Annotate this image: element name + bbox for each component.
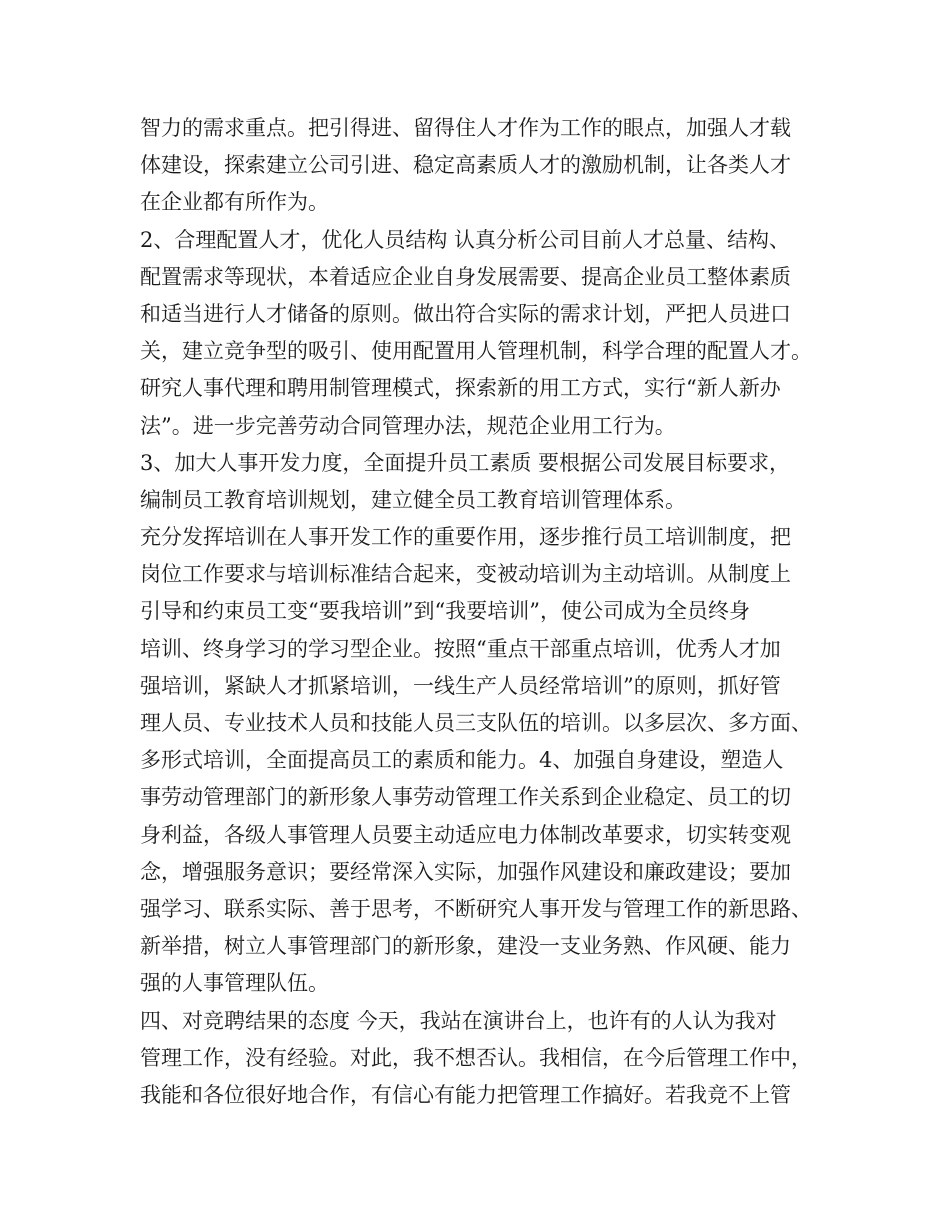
text-line: 在企业都有所作为。 [140,190,329,215]
text-line: 管理工作，没有经验。对此，我不想否认。我相信，在今后管理工作中， [140,1045,812,1070]
text-line: 事劳动管理部门的新形象人事劳动管理工作关系到企业稳定、员工的切 [140,785,791,810]
text-line: 研究人事代理和聘用制管理模式，探索新的用工方式，实行“新人新办 [140,376,781,401]
text-line: 编制员工教育培训规划，建立健全员工教育培训管理体系。 [140,487,686,512]
text-line: 充分发挥培训在人事开发工作的重要作用，逐步推行员工培训制度，把 [140,525,791,550]
text-line: 培训、终身学习的学习型企业。按照“重点干部重点培训，优秀人才加 [140,636,781,661]
text-line: 和适当进行人才储备的原则。做出符合实际的需求计划，严把人员进口 [140,301,791,326]
text-line: 关，建立竞争型的吸引、使用配置用人管理机制，科学合理的配置人才。 [140,339,812,364]
document-body [140,110,820,1114]
text-line: 念，增强服务意识；要经常深入实际，加强作风建设和廉政建设；要加 [140,859,791,884]
text-line: 理人员、专业技术人员和技能人员三支队伍的培训。以多层次、多方面、 [140,711,812,735]
text-line: 引导和约束员工变“要我培训”到“我要培训”，使公司成为全员终身 [140,599,750,624]
text-line: 强学习、联系实际、善于思考，不断研究人事开发与管理工作的新思路、 [140,896,812,921]
text-line: 法”。进一步完善劳动合同管理办法，规范企业用工行为。 [140,413,676,438]
text-line: 岗位工作要求与培训标准结合起来，变被动培训为主动培训。从制度上 [140,562,791,587]
text-line: 多形式培训，全面提高员工的素质和能力。4、加强自身建设，塑造人 [140,748,784,773]
text-line: 2、合理配置人才，优化人员结构 认真分析公司目前人才总量、结构、 [140,227,791,252]
text-line: 新举措，树立人事管理部门的新形象，建没一支业务熟、作风硬、能力 [140,934,791,959]
text-line: 四、对竞聘结果的态度 今天，我站在演讲台上，也许有的人认为我对 [140,1008,777,1033]
text-line: 配置需求等现状，本着适应企业自身发展需要、提高企业员工整体素质 [140,264,791,289]
text-line: 3、加大人事开发力度，全面提升员工素质 要根据公司发展目标要求， [140,450,791,475]
text-line: 强培训，紧缺人才抓紧培训，一线生产人员经常培训”的原则，抓好管 [140,673,781,698]
text-line: 身利益，各级人事管理人员要主动适应电力体制改革要求，切实转变观 [140,822,791,847]
text-line: 强的人事管理队伍。 [140,971,329,996]
text-line: 我能和各位很好地合作，有信心有能力把管理工作搞好。若我竞不上管 [140,1082,791,1107]
text-line: 体建设，探索建立公司引进、稳定高素质人才的激励机制，让各类人才 [140,153,791,178]
text-line: 智力的需求重点。把引得进、留得住人才作为工作的眼点，加强人才载 [140,116,791,140]
